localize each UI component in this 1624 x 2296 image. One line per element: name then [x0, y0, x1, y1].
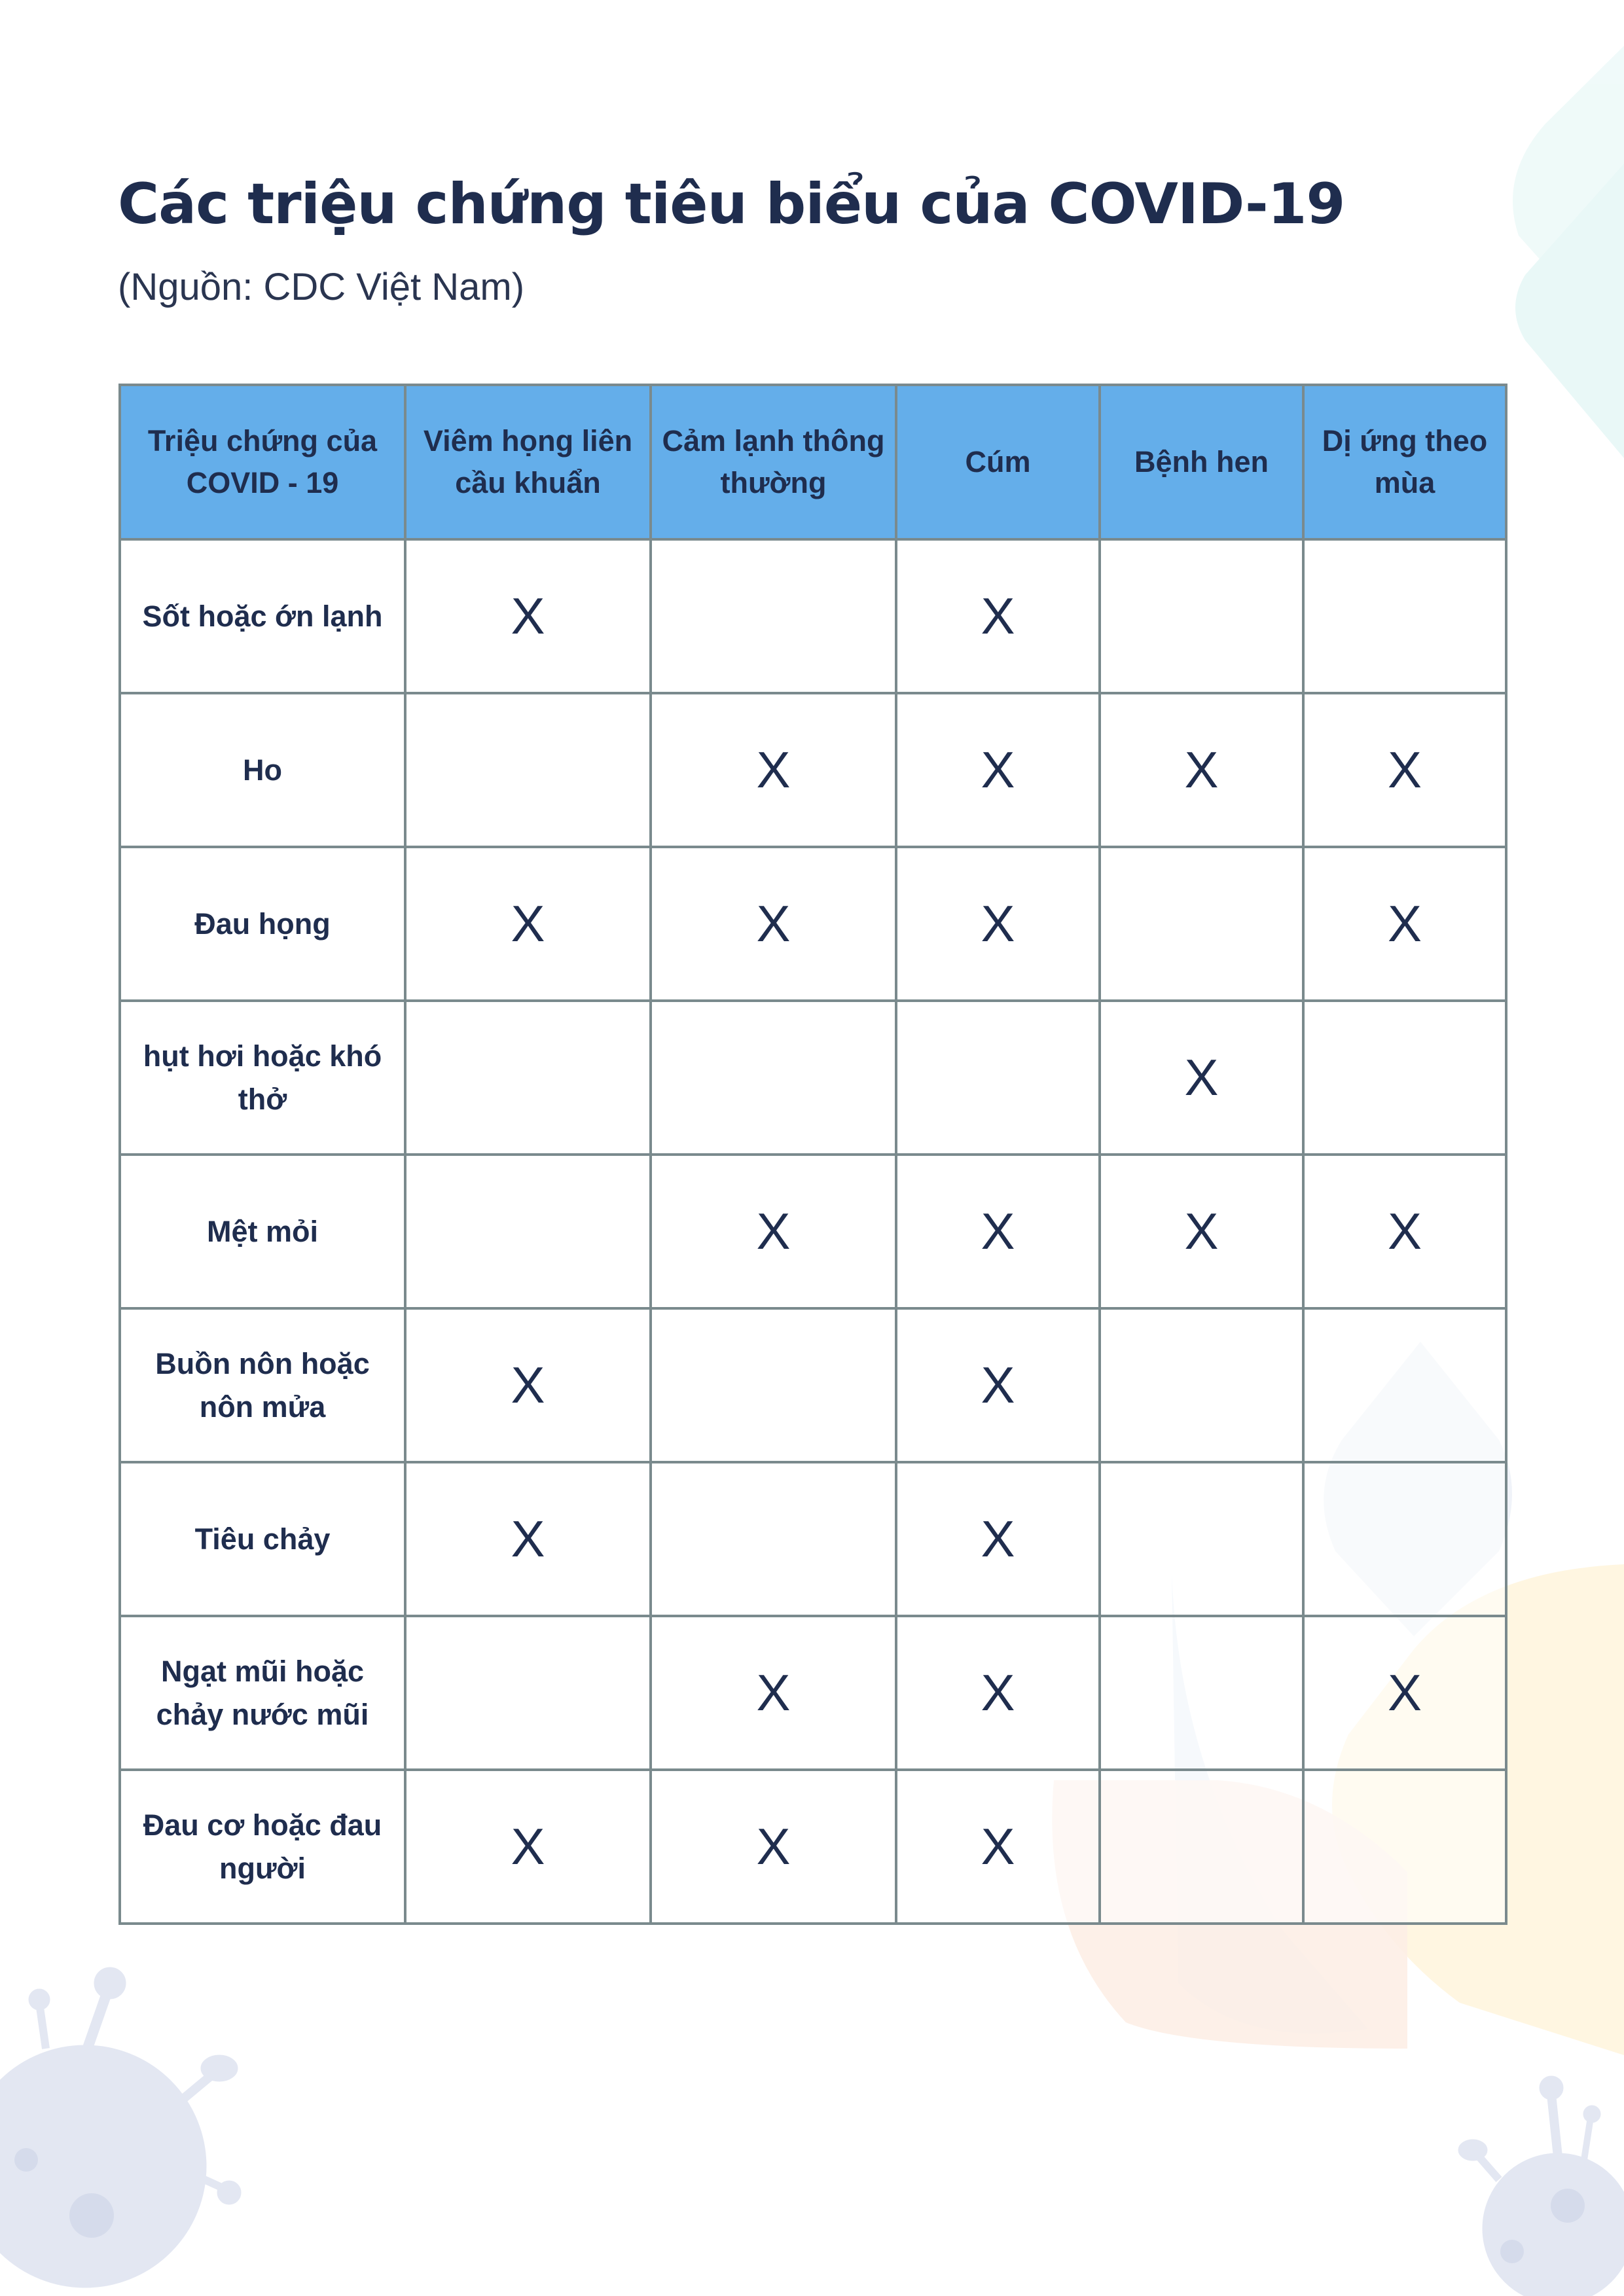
source-note: (Nguồn: CDC Việt Nam) — [118, 266, 525, 308]
mark-cell — [1303, 1462, 1506, 1616]
mark-cell — [405, 693, 651, 847]
mark-cell: X — [1100, 1155, 1303, 1308]
mark-cell: X — [896, 1462, 1100, 1616]
mark-cell: X — [651, 1770, 896, 1924]
symptom-label: hụt hơi hoặc khó thở — [120, 1001, 405, 1155]
mark-cell — [651, 1308, 896, 1462]
table-row — [120, 693, 1506, 847]
symptom-label: Sốt hoặc ớn lạnh — [120, 539, 405, 693]
header-cell: Cảm lạnh thông thường — [651, 385, 896, 539]
mark-cell: X — [896, 847, 1100, 1001]
mark-cell: X — [405, 1770, 651, 1924]
mark-cell: X — [651, 1616, 896, 1770]
mark-cell — [1303, 1770, 1506, 1924]
mark-cell: X — [896, 1155, 1100, 1308]
mark-cell: X — [1303, 1155, 1506, 1308]
mark-cell — [1303, 539, 1506, 693]
mark-cell: X — [896, 693, 1100, 847]
mark-cell: X — [1303, 693, 1506, 847]
mark-cell — [405, 1001, 651, 1155]
mark-cell — [651, 1001, 896, 1155]
mark-cell — [405, 1616, 651, 1770]
table-row — [120, 1308, 1506, 1462]
symptom-label: Đau họng — [120, 847, 405, 1001]
page-title: Các triệu chứng tiêu biểu của COVID-19 — [118, 171, 1345, 237]
mark-cell: X — [896, 539, 1100, 693]
mark-cell: X — [651, 1155, 896, 1308]
table-header-row — [120, 385, 1506, 539]
mark-cell — [1100, 1462, 1303, 1616]
symptom-label: Buồn nôn hoặc nôn mửa — [120, 1308, 405, 1462]
mark-cell: X — [1303, 1616, 1506, 1770]
mark-cell: X — [896, 1308, 1100, 1462]
mark-cell — [651, 1462, 896, 1616]
symptom-label: Ho — [120, 693, 405, 847]
mark-cell — [1303, 1308, 1506, 1462]
table-row — [120, 1616, 1506, 1770]
table-row — [120, 1462, 1506, 1616]
mark-cell — [1100, 847, 1303, 1001]
mark-cell: X — [405, 847, 651, 1001]
mark-cell: X — [651, 847, 896, 1001]
header-cell: Bệnh hen — [1100, 385, 1303, 539]
table-row — [120, 847, 1506, 1001]
mark-cell: X — [405, 1462, 651, 1616]
mark-cell — [1100, 1616, 1303, 1770]
mark-cell: X — [651, 693, 896, 847]
mark-cell: X — [405, 1308, 651, 1462]
mark-cell: X — [1100, 693, 1303, 847]
symptom-label: Mệt mỏi — [120, 1155, 405, 1308]
mark-cell — [1303, 1001, 1506, 1155]
symptom-table — [118, 384, 1507, 1925]
mark-cell: X — [405, 539, 651, 693]
header-cell: Viêm họng liên cầu khuẩn — [405, 385, 651, 539]
table-row — [120, 1001, 1506, 1155]
mark-cell — [651, 539, 896, 693]
table-row — [120, 1155, 1506, 1308]
mark-cell — [1100, 1770, 1303, 1924]
symptom-label: Tiêu chảy — [120, 1462, 405, 1616]
mark-cell: X — [896, 1616, 1100, 1770]
table-row — [120, 539, 1506, 693]
mark-cell — [896, 1001, 1100, 1155]
mark-cell: X — [1303, 847, 1506, 1001]
header-cell: Triệu chứng của COVID - 19 — [120, 385, 405, 539]
header-cell: Cúm — [896, 385, 1100, 539]
mark-cell — [405, 1155, 651, 1308]
symptom-label: Đau cơ hoặc đau người — [120, 1770, 405, 1924]
symptom-label: Ngạt mũi hoặc chảy nước mũi — [120, 1616, 405, 1770]
mark-cell — [1100, 539, 1303, 693]
header-cell: Dị ứng theo mùa — [1303, 385, 1506, 539]
mark-cell: X — [896, 1770, 1100, 1924]
mark-cell: X — [1100, 1001, 1303, 1155]
mark-cell — [1100, 1308, 1303, 1462]
table-row — [120, 1770, 1506, 1924]
